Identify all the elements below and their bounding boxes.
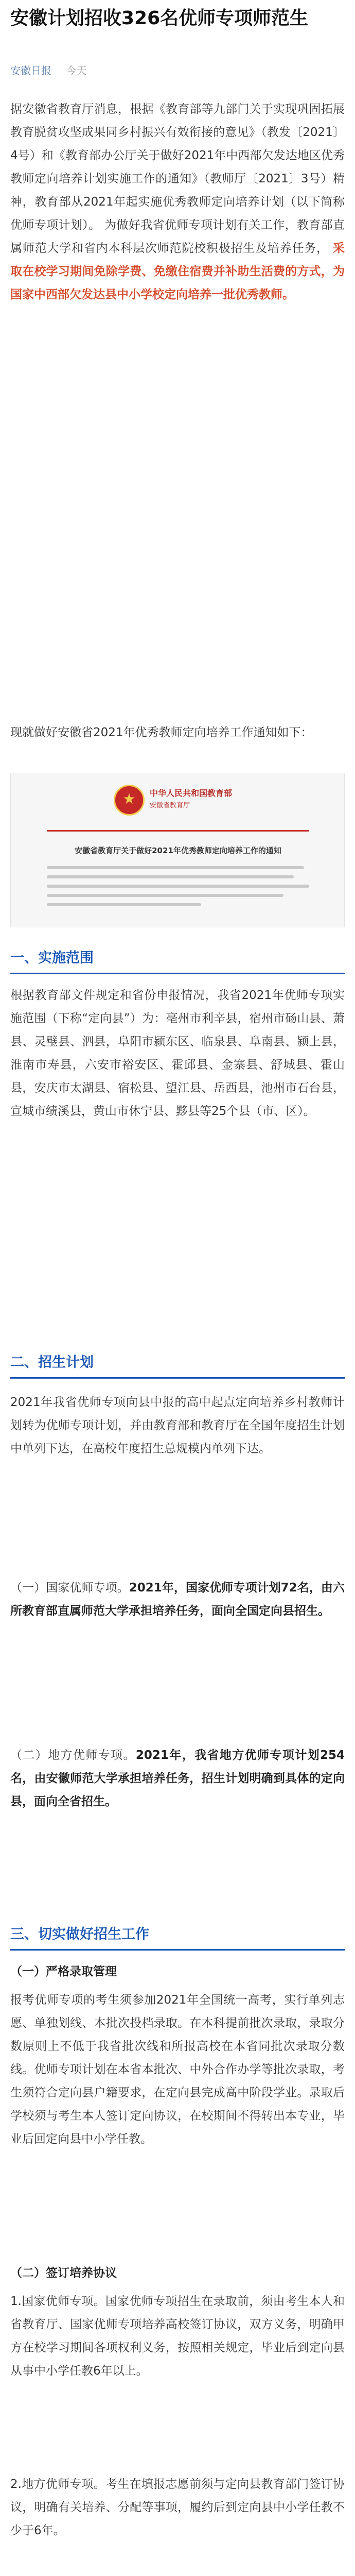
doc-org-name-2: 安徽省教育厅 — [150, 802, 190, 809]
section-3-sub-3-text — [10, 2573, 345, 2576]
intro-paragraph — [10, 98, 345, 307]
section-1-text: 根据教育部文件规定和省份申报情况，我省2021年优师专项实施范围（下称“定向县”）为：亳州市利辛县，宿州市砀山县、萧县、灵璧县、泗县，阜阳市颍东区、临泉县、阜南县、颍上县，淮南市寿县，六安市裕安区、霍邱县、金寨县、舒城县、霍山县，安庆市太湖县、宿松县、望江县、岳西县，池州市石台县，宣城市绩溪县，黄山市休宁县、黟县等25个县（市、区）。 — [10, 989, 345, 1118]
section-2-item-2-text: 2021年，我省地方优师专项计划254名，由安徽师范大学承担培养任务，招生计划明确到具体的定向县，面向全省招生。 — [10, 1749, 345, 1808]
section-3-para-1 — [10, 1989, 345, 2151]
section-3-sub-3 — [10, 2573, 345, 2576]
section-title-2-text: 二、招生计划 — [10, 1354, 94, 1370]
intro-text-a: 据安徽省教育厅消息，根据《教育部等九部门关于实现巩固拓展教育脱贫攻坚成果同乡村振兴有效衔接的意见》（教发〔2021〕4号）和《教育部办公厅关于做好2021年中西部欠发达地区优秀教师定向培养计划实施工作的通知》（教师厅〔2021〕3号）精神，教育部从2021年起实施优秀教师定向培养计划（以下简称优师专项计划）。 — [10, 103, 345, 232]
section-2-item-1-text: 2021年，国家优师专项计划72名，由六所教育部直属师范大学承担培养任务，面向全国定向县招生。 — [10, 1581, 345, 1618]
article-meta — [10, 63, 345, 78]
intro-highlight: 采取在校学习期间免除学费、免缴住宿费并补助生活费的方式，为国家中西部欠发达县中小学校定向培养一批优秀教师。 — [10, 242, 345, 301]
section-2-item-2 — [10, 1744, 345, 1814]
section-3-para-1-text: 报考优师专项的考生须参加2021年全国统一高考，实行单列志愿、单独划线、本批次投档录取。在本科提前批次录取，录取分数原则上不低于我省批次线和所报高校在本省同批次录取分数线。优师专项计划在本省本批次、中外合作办学等批次录取，考生须符合定向县户籍要求，在定向县完成高中阶段学业。录取后学校须与考生本人签订定向协议，在校期间不得转出本专业，毕业后回定向县中小学任教。 — [10, 1993, 345, 2146]
doc-text-line — [47, 894, 283, 897]
section-3-para-2-text: 1.国家优师专项。国家优师专项招生在录取前，须由考生本人和省教育厅、国家优师专项培养高校签订协议，双方义务，明确甲方在校学习期间各项权利义务，按照相关规定，毕业后到定向县从事中小学任教6年以上。 — [10, 2295, 345, 2378]
section-rule — [10, 973, 345, 974]
section-rule — [10, 1377, 345, 1379]
section-title-1-text: 一、实施范围 — [10, 950, 94, 966]
section-3-sub-2 — [10, 2262, 345, 2285]
section-2-item-2-label: （二）地方优师专项。 — [10, 1749, 136, 1762]
section-3-para-2 — [10, 2290, 345, 2383]
intro-notice-text: 现就做好安徽省2021年优秀教师定向培养工作通知如下： — [10, 726, 313, 739]
section-title-2 — [10, 1352, 345, 1379]
section-3-sub-2-text: （二）签订培养协议 — [10, 2266, 117, 2280]
section-3-para-3-text: 2.地方优师专项。考生在填报志愿前须与定向县教育部门签订协议，明确有关培养、分配等事项，履约后到定向县中小学任教不少于6年。 — [10, 2478, 345, 2537]
section-title-3-text: 三、切实做好招生工作 — [10, 1926, 149, 1942]
document-image — [10, 773, 345, 927]
intro-notice-line — [10, 721, 345, 744]
section-2-text: 2021年我省优师专项向县中报的高中起点定向培养乡村教师计划转为优师专项计划，并由教育部和教育厅在全国年度招生计划中单列下达，在高校年度招生总规模内单列下达。 — [10, 1396, 345, 1455]
section-2-intro — [10, 1391, 345, 1461]
section-title-1 — [10, 948, 345, 974]
section-3-sub-1-text: （一）严格录取管理 — [10, 1965, 117, 1978]
section-3-sub-1 — [10, 1960, 345, 1984]
doc-title: 安徽省教育厅关于做好2021年优秀教师定向培养工作的通知 — [75, 846, 281, 855]
article-date: 今天 — [66, 64, 87, 77]
doc-text-line — [47, 875, 294, 878]
section-rule — [10, 1949, 345, 1951]
section-3-para-3 — [10, 2473, 345, 2543]
intro-text-b: 为做好我省优师专项计划有关工作，教育部直属师范大学和省内本科层次师范院校积极招生及培养任务， — [10, 218, 345, 255]
doc-text-line — [47, 866, 304, 869]
section-2-item-1-label: （一）国家优师专项。 — [10, 1581, 129, 1595]
emblem-icon — [114, 785, 145, 816]
article-source-link[interactable]: 安徽日报 — [10, 64, 51, 77]
doc-org-name: 中华人民共和国教育部 — [150, 788, 233, 798]
doc-text-line — [47, 885, 309, 888]
doc-text-line — [47, 903, 201, 906]
article-title: 安徽计划招收326名优师专项师范生 — [10, 8, 309, 29]
doc-red-divider — [47, 830, 309, 832]
section-1-body — [10, 984, 345, 1123]
section-title-3 — [10, 1924, 345, 1951]
section-2-item-1 — [10, 1577, 345, 1623]
